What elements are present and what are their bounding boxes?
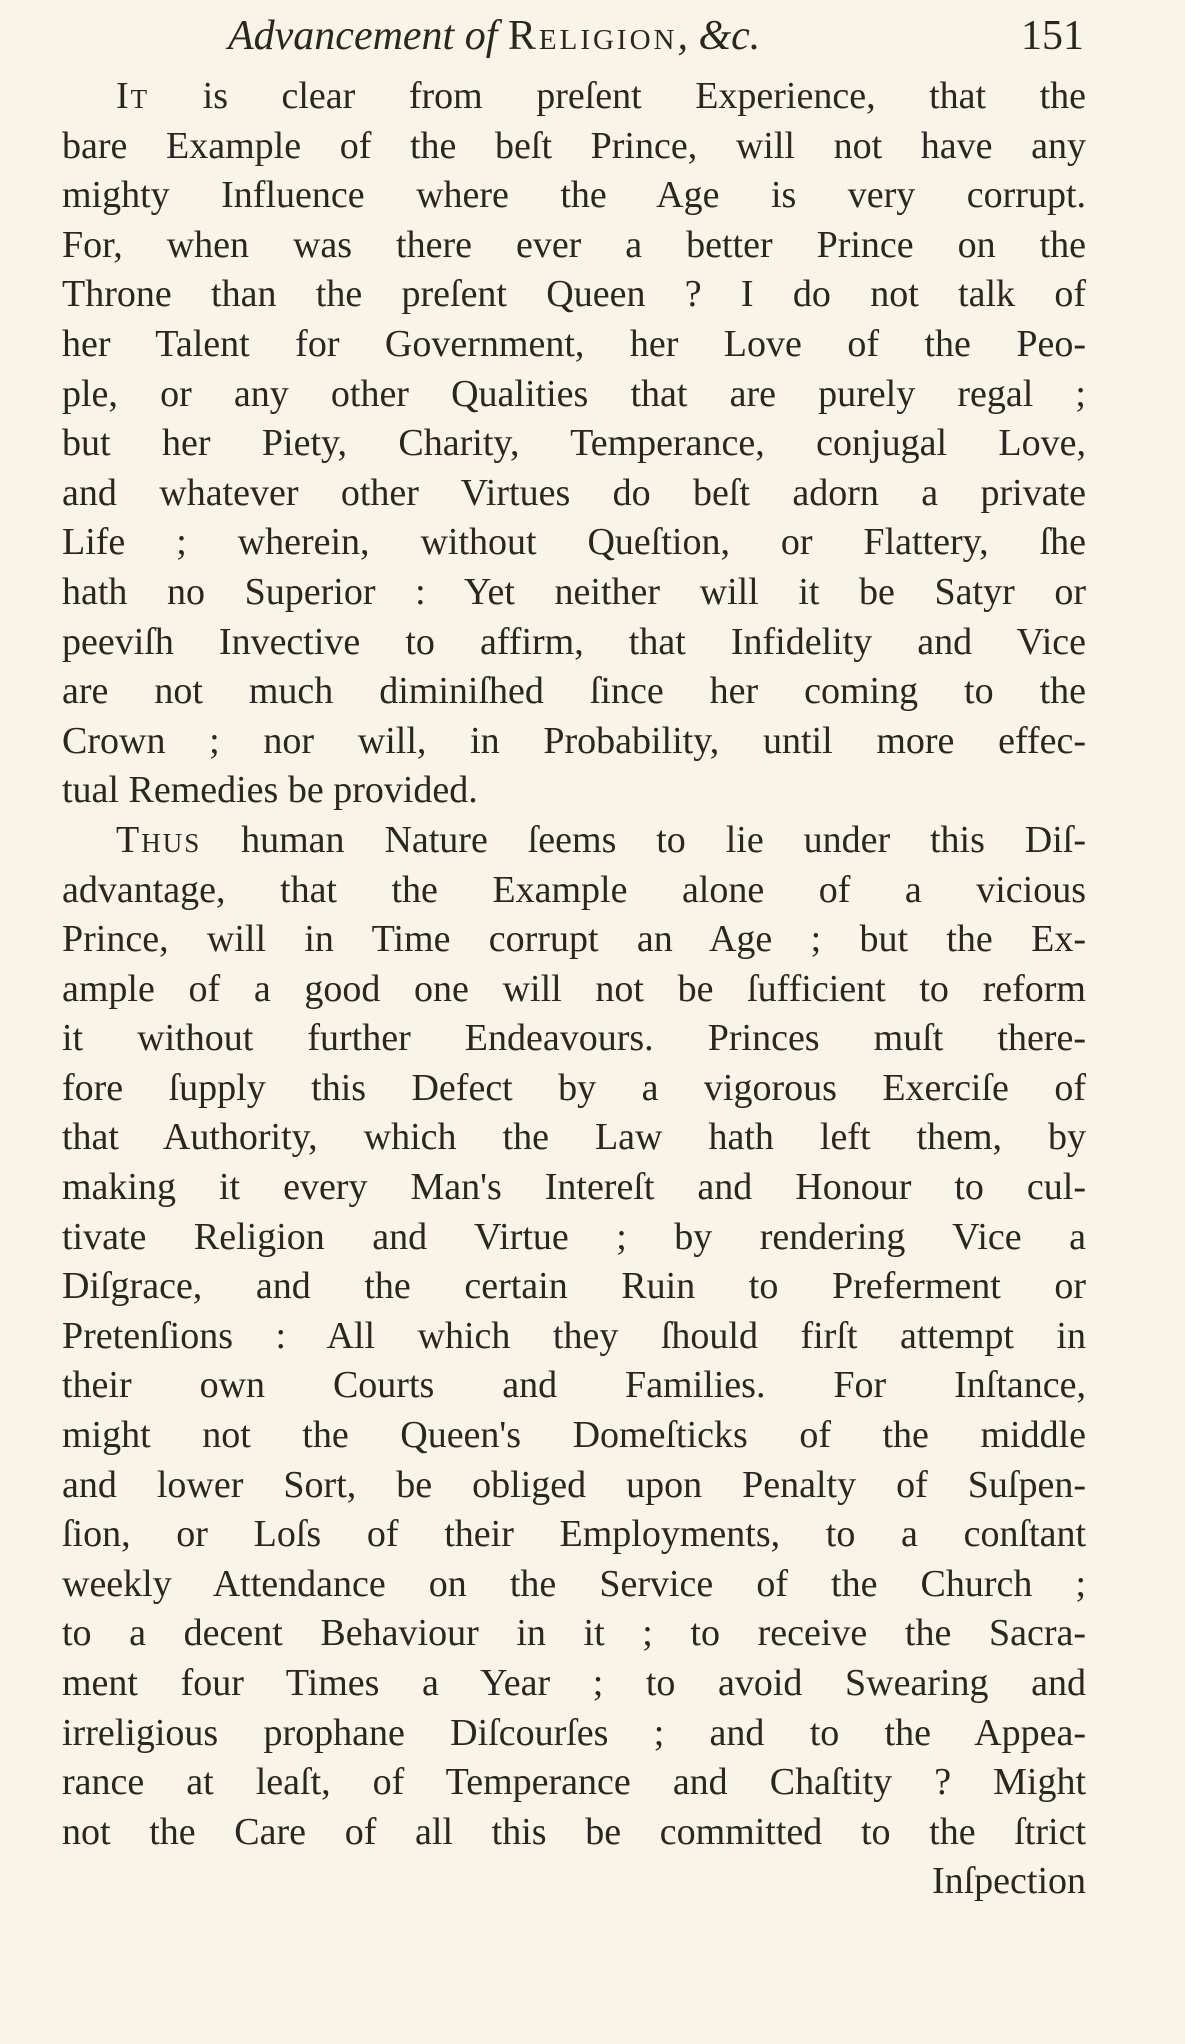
text-line: fore ſupply this Defect by a vigorous Exerciſe of bbox=[62, 1066, 1086, 1109]
text-line: For, when was there ever a better Prince on the bbox=[62, 223, 1086, 266]
text-line: it without further Endeavours. Princes muſt there- bbox=[62, 1017, 1086, 1060]
text-line: but her Piety, Charity, Temperance, conjugal Love, bbox=[62, 422, 1086, 465]
text-line: hath no Superior : Yet neither will it be Satyr or bbox=[62, 570, 1086, 613]
text-line bbox=[62, 72, 1086, 122]
text-line: Crown ; nor will, in Probability, until more effec- bbox=[62, 719, 1086, 762]
text-line: and lower Sort, be obliged upon Penalty of Suſpen- bbox=[62, 1463, 1086, 1506]
text-line: tual Remedies be provided. bbox=[62, 769, 478, 812]
text-line: tivate Religion and Virtue ; by rendering Vice a bbox=[62, 1215, 1086, 1258]
text-line: her Talent for Government, her Love of the Peo- bbox=[62, 322, 1086, 365]
paragraph-opening: It bbox=[116, 75, 150, 117]
text-line: peeviſh Invective to affirm, that Infidelity and Vice bbox=[62, 620, 1086, 663]
text-line: rance at leaſt, of Temperance and Chaſtity ? Might bbox=[62, 1761, 1086, 1804]
line-text: human Nature ſeems to lie under this Diſ- bbox=[201, 818, 1086, 861]
running-head bbox=[228, 8, 1084, 64]
running-title bbox=[228, 8, 760, 64]
text-line: ment four Times a Year ; to avoid Swearing and bbox=[62, 1662, 1086, 1704]
body-text bbox=[62, 72, 1086, 1907]
text-line: to a decent Behaviour in it ; to receive the Sacra- bbox=[62, 1612, 1086, 1655]
text-line: Diſgrace, and the certain Ruin to Preferment or bbox=[62, 1265, 1086, 1308]
running-title-main: Religion bbox=[507, 13, 678, 59]
text-line: are not much diminiſhed ſince her coming to the bbox=[62, 670, 1086, 713]
catchword: Inſpection bbox=[931, 1860, 1086, 1903]
text-line: ſion, or Loſs of their Employments, to a conſtant bbox=[62, 1513, 1086, 1556]
text-line: might not the Queen's Domeſticks of the middle bbox=[62, 1414, 1086, 1457]
text-line: ple, or any other Qualities that are purely regal ; bbox=[62, 372, 1086, 415]
text-line: that Authority, which the Law hath left them, by bbox=[62, 1116, 1086, 1159]
text-line: advantage, that the Example alone of a vicious bbox=[62, 868, 1086, 911]
text-line: irreligious prophane Diſcourſes ; and to the Appea- bbox=[62, 1711, 1086, 1754]
text-line bbox=[62, 816, 1086, 866]
text-line: Prince, will in Time corrupt an Age ; but the Ex- bbox=[62, 918, 1086, 961]
text-line: weekly Attendance on the Service of the Church ; bbox=[62, 1562, 1086, 1605]
line-text: is clear from preſent Experience, that the bbox=[149, 75, 1086, 117]
text-line: their own Courts and Families. For Inſtance, bbox=[62, 1364, 1086, 1407]
text-line: bare Example of the beſt Prince, will not have any bbox=[62, 124, 1086, 167]
text-line: Throne than the preſent Queen ? I do not talk of bbox=[62, 273, 1086, 316]
paragraph-opening: Thus bbox=[116, 818, 202, 861]
text-line: Pretenſions : All which they ſhould firſt attempt in bbox=[62, 1314, 1086, 1357]
text-line: mighty Influence where the Age is very corrupt. bbox=[62, 174, 1086, 217]
running-title-prefix: Advancement of bbox=[228, 13, 508, 59]
running-title-suffix: , &c. bbox=[677, 13, 761, 59]
text-line: ample of a good one will not be ſufficient to reform bbox=[62, 967, 1086, 1010]
text-line: not the Care of all this be committed to the ſtrict bbox=[62, 1810, 1086, 1853]
text-line: Life ; wherein, without Queſtion, or Flattery, ſhe bbox=[62, 521, 1086, 564]
page-number: 151 bbox=[1021, 13, 1084, 59]
text-line: and whatever other Virtues do beſt adorn a private bbox=[62, 471, 1086, 514]
text-line: making it every Man's Intereſt and Honour to cul- bbox=[62, 1166, 1086, 1209]
